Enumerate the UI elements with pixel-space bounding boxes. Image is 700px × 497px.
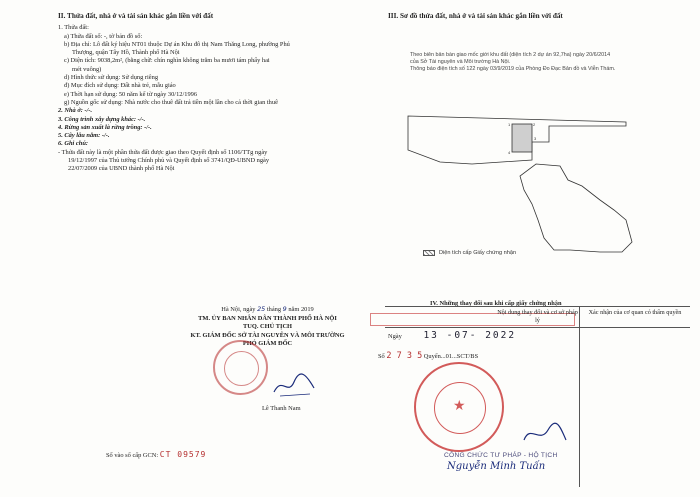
item-other-construction: 3. Công trình xây dựng khác: -/-. — [58, 115, 146, 123]
diagram-note-3: Thông báo điện tích số 122 ngày 03/9/2019 của Phòng Đo Đạc Bản đồ và Viễn Thám. — [410, 65, 616, 72]
legend-swatch-icon — [423, 250, 435, 256]
left-signer-name: Lê Thanh Nam — [262, 405, 301, 412]
authority-line-1: TM. ỦY BAN NHÂN DÂN THÀNH PHỐ HÀ NỘI — [198, 314, 337, 322]
authority-line-2: TUQ. CHỦ TỊCH — [242, 323, 293, 331]
land-info-section — [58, 12, 370, 174]
item-address-cont: Thượng, quận Tây Hồ, Thành phố Hà Nội — [72, 49, 180, 57]
diagram-notes — [410, 52, 665, 73]
left-signature-block — [160, 305, 375, 349]
item-1: 1. Thửa đất: — [58, 24, 89, 32]
item-area: c) Diện tích: 9038,2m², (bằng chữ: chín nghìn không trăm ba mươi tám phẩy hai — [64, 57, 270, 65]
change-date-value: 13 -07- 2022 — [423, 330, 517, 341]
right-signer-name: Nguyễn Minh Tuấn — [447, 461, 546, 472]
svg-text:3: 3 — [534, 136, 537, 141]
right-signature-icon — [520, 420, 570, 450]
svg-text:2: 2 — [533, 122, 536, 127]
table-row — [385, 327, 690, 328]
legend-label: Diện tích cấp Giấy chứng nhận — [439, 250, 517, 256]
gcn-registry: Số vào sổ cấp GCN: CT 09579 — [106, 450, 207, 459]
item-parcel-number: a) Thửa đất số: -, tờ bản đồ số: — [64, 32, 143, 40]
col-confirm-header: Xác nhận của cơ quan có thẩm quyền — [588, 309, 682, 316]
item-address: b) Địa chỉ: Lô đất ký hiệu NT01 thuộc Dự án Khu đô thị Nam Thăng Long, phường Phú — [64, 40, 290, 48]
changes-col-confirm — [581, 307, 690, 487]
authority-line-4: PHÓ GIÁM ĐỐC — [242, 340, 293, 348]
item-usage-form: d) Hình thức sử dụng: Sử dụng riêng — [64, 74, 159, 82]
star-icon: ★ — [453, 399, 466, 414]
left-seal-stamp — [213, 340, 268, 395]
issue-date: Hà Nội, ngày 25 tháng 9 năm 2019 — [221, 305, 314, 313]
map-legend — [423, 250, 516, 256]
gcn-number: CT 09579 — [159, 450, 207, 459]
diagram-section — [388, 12, 688, 24]
parcel-map — [404, 100, 636, 268]
section-iii-header: III. Sơ đồ thửa đất, nhà ở và tài sản khác gắn liền với đất — [388, 12, 563, 20]
item-forest: 4. Rừng sản xuất là rừng trồng: -/-. — [58, 123, 152, 131]
svg-text:1: 1 — [508, 122, 511, 127]
item-house: 2. Nhà ở: -/-. — [58, 107, 93, 115]
ward-seal-stamp — [414, 362, 504, 452]
authority-line-3: KT. GIÁM ĐỐC SỞ TÀI NGUYÊN VÀ MÔI TRƯỜNG — [190, 331, 345, 339]
left-signature-icon — [270, 370, 320, 400]
official-title: CÔNG CHỨC TƯ PHÁP - HỘ TỊCH — [444, 452, 558, 459]
copy-number-value: 2 7 3 5 — [386, 351, 423, 361]
svg-text:4: 4 — [508, 150, 511, 155]
item-perennial: 5. Cây lâu năm: -/-. — [58, 132, 110, 140]
note-line-3: 22/07/2009 của UBND thành phố Hà Nội — [68, 165, 175, 173]
certified-area — [512, 124, 532, 152]
diagram-note-1: Theo biên bản bàn giao mốc giới khu đất (diện tích 2 dự án 92,7ha) ngày 20/6/2014 — [410, 52, 611, 58]
item-area-cont: mét vuông) — [72, 65, 102, 73]
section-ii-header: II. Thửa đất, nhà ở và tài sản khác gắn liền với đất — [58, 12, 214, 20]
note-line-2: 19/12/1997 của Thủ tướng Chính phủ và Quyết định số 3741/QĐ-UBND ngày — [68, 157, 270, 165]
item-origin: g) Nguồn gốc sử dụng: Nhà nước cho thuê đất trả tiền một lần cho cả thời gian thuê — [64, 98, 278, 106]
col-content-header: Nội dung thay đổi và cơ sở pháp lý — [497, 309, 578, 324]
diagram-note-2: của Sở Tài nguyên và Môi trường Hà Nội. — [410, 58, 511, 65]
copy-number: Số 2 7 3 5 Quyển...01...SCT/BS — [378, 351, 479, 361]
item-usage-purpose: đ) Mục đích sử dụng: Đất nhà trẻ, mẫu giáo — [64, 82, 176, 90]
item-notes-label: 6. Ghi chú: — [58, 140, 89, 148]
item-usage-term: e) Thời hạn sử dụng: 50 năm kể từ ngày 30/12/1996 — [64, 90, 198, 98]
changes-section-header: IV. Những thay đổi sau khi cấp giấy chứng nhận — [430, 300, 562, 307]
note-line-1: - Thửa đất này là một phần thửa đất được giao theo Quyết định số 1106/TTg ngày — [58, 148, 268, 156]
change-date: Ngày 13 -07- 2022 — [388, 330, 517, 341]
